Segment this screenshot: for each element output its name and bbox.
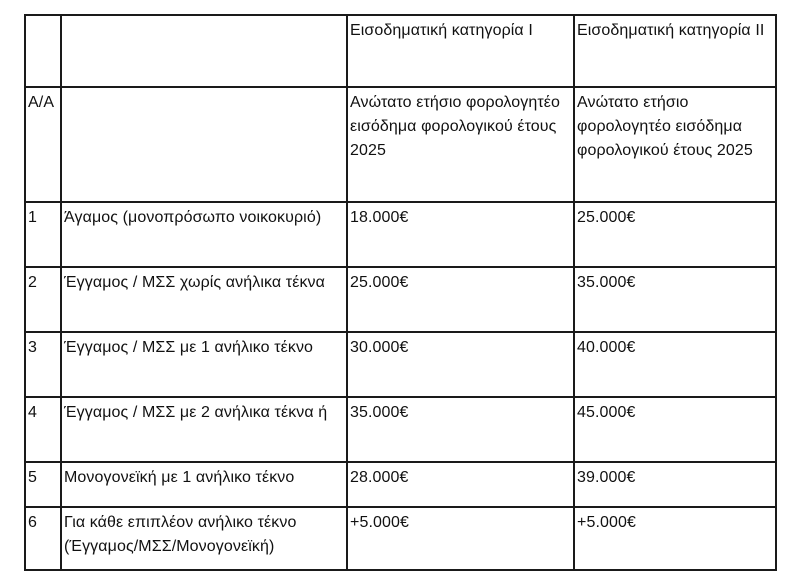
row-category-1-value: +5.000€ — [347, 507, 574, 570]
row-category-1-value: 18.000€ — [347, 202, 574, 267]
row-category-2-value: 39.000€ — [574, 462, 776, 507]
income-limits-table — [24, 14, 777, 571]
row-description: Για κάθε επιπλέον ανήλικο τέκνο (Έγγαμος/ΜΣΣ/Μονογονεϊκή) — [61, 507, 347, 570]
row-description: Άγαμος (μονοπρόσωπο νοικοκυριό) — [61, 202, 347, 267]
table-row — [25, 267, 776, 332]
header-cell-aa — [25, 15, 61, 87]
row-category-1-value: 35.000€ — [347, 397, 574, 462]
row-number: 5 — [25, 462, 61, 507]
header-category-1: Εισοδηματική κατηγορία Ι — [347, 15, 574, 87]
row-description: Μονογονεϊκή με 1 ανήλικο τέκνο — [61, 462, 347, 507]
subheader-aa: Α/Α — [25, 87, 61, 202]
header-category-2: Εισοδηματική κατηγορία ΙΙ — [574, 15, 776, 87]
subheader-desc — [61, 87, 347, 202]
row-category-2-value: +5.000€ — [574, 507, 776, 570]
table-row — [25, 397, 776, 462]
table-row — [25, 332, 776, 397]
row-category-1-value: 25.000€ — [347, 267, 574, 332]
row-category-1-value: 28.000€ — [347, 462, 574, 507]
row-number: 3 — [25, 332, 61, 397]
table-header-row — [25, 15, 776, 87]
table-row — [25, 462, 776, 507]
row-number: 1 — [25, 202, 61, 267]
row-number: 4 — [25, 397, 61, 462]
table-row — [25, 507, 776, 570]
header-cell-desc — [61, 15, 347, 87]
row-number: 2 — [25, 267, 61, 332]
row-description: Έγγαμος / ΜΣΣ με 2 ανήλικα τέκνα ή — [61, 397, 347, 462]
row-category-2-value: 25.000€ — [574, 202, 776, 267]
table-subheader-row — [25, 87, 776, 202]
row-number: 6 — [25, 507, 61, 570]
row-description: Έγγαμος / ΜΣΣ με 1 ανήλικο τέκνο — [61, 332, 347, 397]
row-description: Έγγαμος / ΜΣΣ χωρίς ανήλικα τέκνα — [61, 267, 347, 332]
table-row — [25, 202, 776, 267]
row-category-1-value: 30.000€ — [347, 332, 574, 397]
row-category-2-value: 35.000€ — [574, 267, 776, 332]
row-category-2-value: 45.000€ — [574, 397, 776, 462]
row-category-2-value: 40.000€ — [574, 332, 776, 397]
subheader-category-1: Ανώτατο ετήσιο φορολογητέο εισόδημα φορολογικού έτους 2025 — [347, 87, 574, 202]
subheader-category-2: Ανώτατο ετήσιο φορολογητέο εισόδημα φορολογικού έτους 2025 — [574, 87, 776, 202]
